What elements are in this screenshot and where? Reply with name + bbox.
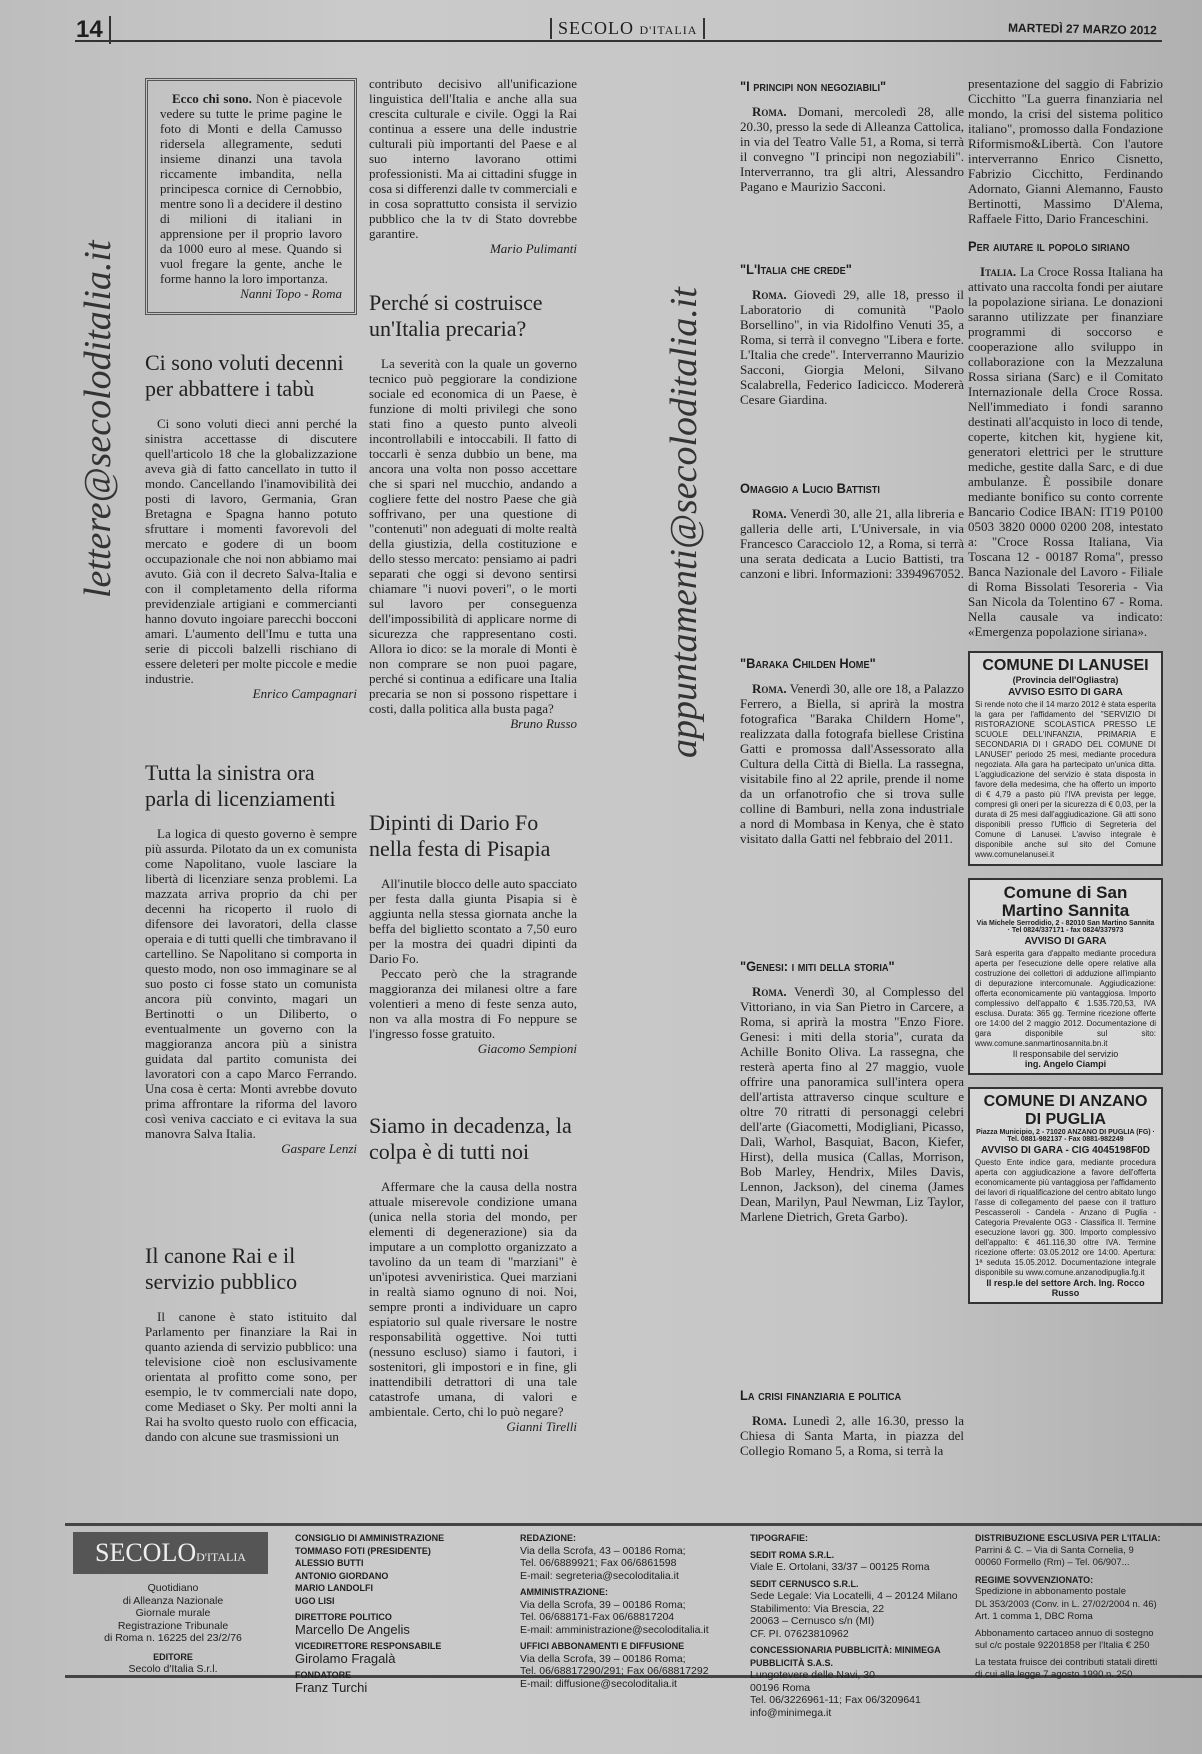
article-text: La logica di questo governo è sempre più assurda. Pilotato da un ex comunista come Napolitano, vuole lasciare la libertà di licenziare senza problemi. La mazzata arriva proprio da chi per decenni ha ricoperto il ruolo di difensore dei lavoratori, della classe operaia e di tutti quelli che timbravano il cartellino. Se Napolitano si comporta in questo modo, non oso immaginare se al suo posto ci fosse stato un comunista ancora più convinto, magari un Bertinotti o un Diliberto, o eventualmente un governo con la maggioranza ancora più a sinistra guidata dal partito comunista dei lavoratori con a capo Marco Ferrando. Una cosa è certa: Monti avrebbe dovuto prima affrontare la riforma del lavoro così veniva cacciato e ci evitava la sua manovra Salva Italia.: [145, 826, 357, 1141]
event-item: [740, 655, 964, 846]
event-item: [740, 480, 964, 581]
colophon-info-line: Quotidiano: [147, 1582, 199, 1594]
event-item: [968, 238, 1163, 639]
letter-lead: Ecco chi sono.: [172, 91, 252, 106]
letters-section-label: lettere@secoloditalia.it: [77, 240, 119, 598]
colophon-line: sul c/c postale 92201858 per l'Italia € 250: [975, 1640, 1150, 1651]
colophon-line: Viale E. Ortolani, 33/37 – 00125 Roma: [750, 1561, 930, 1573]
colophon-section-label: REDAZIONE:: [520, 1533, 576, 1543]
letter-article: [369, 1113, 577, 1435]
ad-subtitle: Via Michele Serrodidio, 2 - 82010 San Martino Sannita · Tel 0824/337171 - fax 0824/337973: [976, 920, 1155, 934]
colophon-section-label: AMMINISTRAZIONE:: [520, 1587, 608, 1597]
event-title: "Genesi: i miti della storia": [740, 958, 895, 974]
article-text: contributo decisivo all'unificazione linguistica dell'Italia e anche alla sua crescita culturale e civile. Oggi la Rai continua a essere una delle industrie culturali più importanti del Paese e al suo interno lavorano ottimi professionisti. Ma ai cittadini sfugge in cosa si differenzi dalle tv commerciali e in cosa soprattutto consista il servizio pubblico che la tv di Stato dovrebbe garantire.: [369, 76, 577, 241]
director: Marcello De Angelis: [295, 1621, 410, 1637]
ad-title: Comune di San Martino Sannita: [1001, 883, 1130, 920]
colophon-line: 20063 – Cernusco s/n (MI): [750, 1615, 875, 1627]
event-city: Roma.: [752, 984, 787, 999]
colophon-line: Tel. 06/6889921; Fax 06/6861598: [520, 1557, 677, 1569]
ad-comune-anzano: [968, 1087, 1163, 1304]
colophon-line: di cui alla legge 7 agosto 1990 n. 250: [975, 1669, 1133, 1680]
masthead: [550, 18, 705, 39]
board-member: MARIO LANDOLFI: [295, 1583, 373, 1593]
colophon-line: La testata fruisce dei contributi statali diretti: [975, 1656, 1158, 1668]
colophon-info-line: di Roma n. 16225 del 23/2/76: [104, 1632, 242, 1644]
article-headline: Tutta la sinistra ora parla di licenziamenti: [145, 760, 336, 811]
colophon-offices: [520, 1532, 750, 1694]
event-text: presentazione del saggio di Fabrizio Cicchitto "La guerra finanziaria nel mondo, la crisi del sistema politico italiano", promosso dalla Fondazione Riformismo&Libertà. Con l'autore interverranno Enrico Cisnetto, Fabrizio Cicchitto, Ferdinando Adornato, Gianni Alemanno, Fausto Bertinotti, Massimo D'Alema, Raffaele Fitto, Dario Franceschini.: [968, 76, 1163, 226]
publisher-label: EDITORE: [153, 1651, 193, 1662]
colophon-line: 00196 Roma: [750, 1681, 811, 1694]
ad-text: Questo Ente indice gara, mediante procedura aperta con aggiudicazione a favore dell'offerta economicamente più vantaggiosa per l'affidamento dei lavori di riqualificazione del centro abitato lungo l'asse di collegamento del paese con il tratturo Pescasseroli - Candela - Anzano di Puglia - Categoria Prevalente OG3 - Classifica II. Termine esecuzione lavori gg. 300. Importo complessivo dell'appalto: € 461.116,30 oltre IVA. Termine ricezione offerte: 03.05.2012 ore 14:00. Apertura: 1ª seduta 15.05.2012. Documentazione integrale disponibile su www.comune.anzanodipuglia.fg.it: [975, 1158, 1156, 1277]
article-text: Peccato però che la stragrande maggioranza dei milanesi oltre a fare volentieri a meno di feste senza auto, non va alla mostra di Fo neppure se l'ingresso fosse gratuito.: [369, 966, 577, 1041]
colophon-line: Sede Legale: Via Locatelli, 4 – 20124 Milano: [750, 1590, 958, 1602]
event-item: [740, 261, 964, 407]
colophon-section-label: DISTRIBUZIONE ESCLUSIVA PER L'ITALIA:: [975, 1533, 1161, 1543]
event-title: Per aiutare il popolo siriano: [968, 238, 1130, 254]
events-section-label: appuntamenti@secoloditalia.it: [663, 287, 705, 758]
article-signature: Giacomo Sempioni: [477, 1041, 577, 1056]
logo: SECOLOD'ITALIA: [73, 1532, 268, 1574]
event-title: "Baraka Childen Home": [740, 655, 876, 671]
vice-director: Girolamo Fragalà: [295, 1650, 396, 1666]
colophon-line: Via della Scrofa, 39 – 00186 Roma;: [520, 1598, 686, 1611]
event-city: Roma.: [752, 681, 787, 696]
article-headline: Dipinti di Dario Fo nella festa di Pisapia: [369, 810, 551, 861]
ad-signer: ing. Angelo Ciampi: [1024, 1059, 1107, 1069]
column-4: [968, 76, 1163, 1304]
ad-comune-san-martino: [968, 878, 1163, 1075]
board-member: ALESSIO BUTTI: [295, 1558, 364, 1568]
event-city: Roma.: [752, 506, 787, 521]
colophon-line: E-mail: amministrazione@secoloditalia.it: [520, 1623, 709, 1636]
letter-article-continued: [369, 76, 577, 257]
colophon-line: Via della Scrofa, 39 – 00186 Roma;: [520, 1652, 686, 1665]
masthead-title: SECOLO: [558, 18, 635, 38]
publisher: Secolo d'Italia S.r.l.: [128, 1663, 218, 1675]
letter-article: [369, 290, 577, 732]
article-text: Ci sono voluti dieci anni perché la sinistra accettasse di discutere quell'articolo 18 che la globalizzazione aveva già di fatto cancellato in tutto il mondo. Cancellando l'inamovibilità dei posti di lavoro, Germania, Gran Bretagna e Spagna hanno potuto sfruttare i momenti favorevoli del mercato e godere di un boom occupazionale che noi non abbiamo mai avuto. Già con il decreto Salva-Italia e con il completamento della riforma previdenziale artigiani e commercianti hanno dovuto ingoiare parecchi bocconi amari. L'aumento dell'Imu e tutta una serie di piccoli balzelli rischiano di essere deleteri per molte piccole e medie industrie.: [145, 416, 357, 686]
page-number: 14: [76, 16, 111, 44]
event-title: La crisi finanziaria e politica: [740, 1387, 902, 1403]
letter-article: [145, 1243, 357, 1444]
colophon-line: Tel. 06/688171-Fax 06/68817204: [520, 1611, 675, 1623]
ad-text: Si rende noto che il 14 marzo 2012 è stata esperita la gara per l'affidamento del "SERVIZIO DI RISTORAZIONE SCOLASTICA PRESSO LE SCUOLE DELL'INFANZIA, PRIMARIA E SECONDARIA DI I GRADO DEL COMUNE DI LANUSEI" periodo 25 mesi, mediante procedura negoziata. Alla gara ha partecipato un'unica ditta. L'aggiudicazione del servizio è stata disposta in favore della medesima, che ha offerto un importo di € 4,79 a pasto più l'IVA prevista per legge, compresi gli oneri per la sicurezza di € 0,03, per la durata di 25 mesi dall'aggiudicazione. Gli atti sono disponibili presso l'Ufficio di Segreteria del Comune di Lanusei. L'avviso integrale è disponibile anche sul sito del Comune www.comunelanusei.it: [975, 700, 1156, 859]
event-city: Roma.: [752, 104, 787, 119]
event-city: Roma.: [752, 1413, 787, 1428]
event-title: "I principi non negoziabili": [740, 78, 887, 94]
colophon-line: DL 353/2003 (Conv. in L. 27/02/2004 n. 46): [975, 1598, 1157, 1610]
colophon-distribution: [975, 1532, 1202, 1686]
article-signature: Gaspare Lenzi: [281, 1141, 357, 1156]
article-text: Il canone è stato istituito dal Parlamento per finanziare la Rai in quanto azienda di servizio pubblico: una televisione cioè non esclusivamente orientata al profitto come sono, per esempio, le tv commerciali nate dopo, come Mediaset o Sky. Per molti anni la Rai ha svolto questo ruolo con efficacia, dando con alcune sue trasmissioni un: [145, 1309, 357, 1444]
event-text: La Croce Rossa Italiana ha attivato una raccolta fondi per aiutare la popolazione siriana. Le donazioni saranno utilizzate per finanziare programmi di soccorso e cooperazione allo sviluppo in collaborazione con la Mezzaluna Rossa siriana (Sarc) e il Comitato Internazionale della Croce Rossa. Nell'immediato i fondi saranno destinati all'acquisto in loco di tende, coperte, kitchen kit, hygiene kit, generatori elettrici per le strutture mediche, gestite dalla Sarc, e di due ambulanze. È possibile donare mediante bonifico su conto corrente Bancario Codice IBAN: IT19 P0100 0503 3820 0000 0200 208, intestato a: "Croce Rossa Italiana, Via Toscana 12 - 00187 Roma", presso Banca Nazionale del Lavoro - Filiale di Roma Bissolati Tesoreria - Via San Nicola da Tolentino 67 - Roma. Nella causale va indicato: «Emergenza popolazione siriana».: [968, 264, 1164, 639]
ad-signer: Il resp.le del settore Arch. Ing. Rocco Russo: [986, 1278, 1145, 1298]
event-text: Giovedì 29, alle 18, presso il Laboratorio di comunità "Paolo Borsellino", in via Ridolfino Venuti 35, a Roma, si terrà il convegno "Libera e forte. L'Italia che crede". Interverranno Maurizio Sacconi, Giorgia Meloni, Silvano Scalabrella, Federico Iadicicco. Modererà Cesare Giardina.: [740, 287, 964, 407]
letter-article: [369, 810, 577, 1057]
board-member: TOMMASO FOTI (PRESIDENTE): [295, 1545, 431, 1556]
event-title: "L'Italia che crede": [740, 261, 852, 277]
event-text: Venerdì 30, alle 21, alla libreria e galleria delle arti, L'Universale, in via Francesco Caracciolo 12, a Roma, si terrà una serata dedicata a Lucio Battisti, tra canzoni e libri. Informazioni: 3394967052.: [740, 506, 964, 581]
colophon-line: CF. PI. 07623810962: [750, 1627, 849, 1640]
event-text: Venerdì 30, al Complesso del Vittoriano, in via San Pietro in Carcere, a Roma, si aprirà la mostra "Enzo Fiore. Genesi: i miti della storia", curata da Achille Bonito Oliva. La rassegna, che resterà aperta fino al 27 maggio, vuole offrire una panoramica sull'intera opera dell'artista attraverso cinque sculture e oltre 70 ritratti di personaggi celebri dell'arte (Giacometti, Modigliani, Picasso, Dalì, Warhol, Basquiat, Bacon, Kiefer, Hirst), della musica (Callas, Morrison, Bob Marley, Hendrix, Miles Davis, Lennon, Jackson), del cinema (James Dean, Marilyn, Paul Newman, Liz Taylor, Marlene Dietrich, Greta Garbo).: [740, 984, 964, 1224]
event-city: Roma.: [752, 287, 787, 302]
colophon-line: E-mail: diffusione@secoloditalia.it: [520, 1677, 677, 1690]
letter-signature: Nanni Topo - Roma: [240, 286, 342, 301]
colophon-line: info@minimega.it: [750, 1706, 832, 1719]
event-title: Omaggio a Lucio Battisti: [740, 480, 880, 496]
colophon-line: 00060 Formello (Rm) – Tel. 06/907...: [975, 1557, 1130, 1568]
colophon-section-label: CONCESSIONARIA PUBBLICITÀ: MINIMEGA PUBBLICITÀ S.A.S.: [750, 1645, 941, 1668]
ad-title: COMUNE DI LANUSEI: [982, 657, 1149, 674]
article-text: La severità con la quale un governo tecnico può peggiorare la condizione sociale ed economica di un Paese, è funzione di molti privilegi che sono stati fino a questo punto alveoli incontrollabili e intoccabili. Il fatto di toccarli è senza dubbio un bene, ma ancora una volta non posso accettare che si spari nel mucchio, andando a cogliere fette del nostro Paese che già soffrivano, per una questione di "contenuti" non adeguati di molte realtà della giustizia, della costituzione e dello stesso mercato: pensiamo ai padri separati che oggi si devono sentirsi chiamare "i nuovi poveri", o le morti sul lavoro per conseguenza dell'impossibilità di applicare norme di sicurezza che rappresentano costi. Allora io dico: se la morale di Monti è non comprare se non puoi pagare, perché si continua a edificare una Italia precaria se non si possono rispettare i costi, dalla politica alla busta paga?: [369, 356, 577, 716]
ad-subtitle: Piazza Municipio, 2 - 71020 ANZANO DI PUGLIA (FG) · Tel. 0881-982137 - Fax 0881-982249: [976, 1129, 1155, 1143]
colophon-staff: [295, 1532, 515, 1694]
event-city: Italia.: [980, 264, 1017, 279]
ad-signer-role: Il responsabile del servizio: [1012, 1049, 1119, 1059]
event-text: Venerdì 30, alle ore 18, a Palazzo Ferrero, a Biella, si aprirà la mostra fotografica "Baraka Childern Home", realizzata dalla fotografa biellese Cristina Gatti e promossa dall'Assessorato alla Cultura della Città di Biella. La rassegna, visitabile fino al 22 aprile, prende il nome da un orfanotrofio che si trova sulle colline di Bamburi, nella zona industriale a nord di Mombasa in Kenya, che è stato visitato dalla Gatti nel febbraio del 2011.: [740, 681, 965, 846]
ad-comune-lanusei: [968, 651, 1163, 866]
colophon: [65, 1523, 1202, 1719]
colophon-section-label: UFFICI ABBONAMENTI E DIFFUSIONE: [520, 1641, 685, 1651]
event-text: Lunedì 2, alle 16.30, presso la Chiesa di Santa Marta, in piazza del Collegio Romano 5, a Roma, si terrà la: [740, 1413, 965, 1458]
issue-date: MARTEDÌ 27 MARZO 2012: [1008, 20, 1158, 38]
colophon-line: E-mail: segreteria@secoloditalia.it: [520, 1569, 679, 1582]
article-text: Affermare che la causa della nostra attuale miserevole condizione umana (unica nella storia del mondo, per elementi di degenerazione) sia da imputare a un complotto organizzato a tavolino da un team di "marziani" è un'ipotesi avveniristica. Quei marziani in realtà siamo ognuno di noi. Noi, sempre pronti a individuare un capro espiatorio sul quale riversare le nostre responsabilità oggettive. Noi tutti (nessuno escluso) siamo i fautori, i sostenitori, gli impostori e in fine, gli inattendibili detrattori di una tale catastrofe umana, di valori e ambientale. Certo, chi lo può negare?: [369, 1179, 577, 1419]
article-headline: Il canone Rai e il servizio pubblico: [145, 1243, 298, 1294]
colophon-line: Abbonamento cartaceo annuo di sostegno: [975, 1627, 1154, 1639]
colophon-info-line: Registrazione Tribunale: [117, 1619, 229, 1632]
letter-box: [145, 78, 357, 315]
article-signature: Mario Pulimanti: [489, 241, 577, 256]
ad-text: Sarà esperita gara d'appalto mediante procedura aperta per l'esecuzione delle opere relative alla costruzione dei collettori di adduzione all'impianto di depurazione intercomunale. Aggiudicazione: offerta economicamente più vantaggiosa. Importo complessivo dell'appalto € 1.535.720,53, IVA esclusa. Durata: 365 gg. Termine ricezione offerte ore 14:00 del 2 maggio 2012. Documentazione di gara disponibile sul sito: www.comune.sanmartinosannita.bn.it: [975, 949, 1156, 1048]
event-item: [740, 78, 964, 194]
colophon-printers: [750, 1532, 975, 1723]
header-rule: [75, 40, 1162, 42]
board-list: [295, 1545, 515, 1608]
article-signature: Bruno Russo: [510, 716, 577, 731]
masthead-sub: D'ITALIA: [639, 23, 698, 37]
letter-article: [145, 760, 357, 1157]
event-continued: [968, 76, 1163, 226]
colophon-line: Spedizione in abbonamento postale: [975, 1586, 1127, 1597]
ad-title: COMUNE DI ANZANO DI PUGLIA: [983, 1093, 1148, 1128]
colophon-line: Tel. 06/3226961-11; Fax 06/3209641: [750, 1694, 921, 1706]
ad-notice: AVVISO DI GARA: [1024, 936, 1107, 947]
letter-text: Non è piacevole vedere su tutte le prime pagine le foto di Monti e della Camusso ridersela allegramente, seduti insieme dinanzi una tavola riccamente imbandita, nella principesca cornice di Cernobbio, mentre sono lì a decidere il destino di milioni di italiani in apprensione per il proprio lavoro da 1000 euro al mese. Quando si vuol fregare la gente, anche le forme hanno la loro importanza.: [160, 91, 342, 286]
board-member: ANTONIO GIORDANO: [295, 1570, 389, 1581]
colophon-section-label: REGIME SOVVENZIONATO:: [975, 1574, 1094, 1585]
colophon-section-label: SEDIT CERNUSCO S.R.L.: [750, 1578, 859, 1589]
ad-notice: AVVISO DI GARA - CIG 4045198F0D: [981, 1145, 1150, 1156]
ad-notice: AVVISO ESITO DI GARA: [1008, 687, 1123, 698]
director-label: DIRETTORE POLITICO: [295, 1612, 392, 1622]
article-headline: Perché si costruisce un'Italia precaria?: [369, 290, 543, 341]
colophon-section-label: TIPOGRAFIE:: [750, 1533, 808, 1543]
founder-label: FONDATORE: [295, 1670, 352, 1680]
colophon-logo-block: [73, 1532, 273, 1676]
board-label: CONSIGLIO DI AMMINISTRAZIONE: [295, 1533, 445, 1543]
colophon-line: Via della Scrofa, 43 – 00186 Roma;: [520, 1544, 686, 1557]
colophon-info-line: di Alleanza Nazionale: [122, 1594, 224, 1607]
colophon-info-line: Giornale murale: [135, 1607, 211, 1619]
board-member: UGO LISI: [295, 1595, 335, 1606]
colophon-line: Stabilimento: Via Brescia, 22: [750, 1602, 885, 1615]
colophon-line: Art. 1 comma 1, DBC Roma: [975, 1611, 1093, 1622]
event-item: [740, 958, 964, 1224]
founder: Franz Turchi: [295, 1679, 368, 1695]
article-headline: Siamo in decadenza, la colpa è di tutti noi: [369, 1113, 572, 1164]
colophon-line: Parrini & C. – Via di Santa Cornelia, 9: [975, 1544, 1134, 1556]
colophon-line: Tel. 06/68817290/291; Fax 06/68817292: [520, 1665, 709, 1677]
event-item: [740, 1387, 964, 1458]
article-signature: Enrico Campagnari: [252, 686, 357, 701]
article-signature: Gianni Tirelli: [506, 1419, 577, 1434]
ad-subtitle: (Provincia dell'Ogliastra): [1012, 675, 1119, 685]
article-text: All'inutile blocco delle auto spacciato per festa dalla giunta Pisapia si è aggiunta nella stessa giornata anche la beffa del biglietto scontato a 7,50 euro per la mostra dei quadri dipinti da Dario Fo.: [369, 876, 577, 966]
vice-label: VICEDIRETTORE RESPONSABILE: [295, 1641, 442, 1651]
event-text: Domani, mercoledì 28, alle 20.30, presso la sede di Alleanza Cattolica, in via del Teatro Valle 51, a Roma, si terrà il convegno "I principi non negoziabili". Interverranno, tra gli altri, Alessandro Pagano e Maurizio Sacconi.: [740, 104, 964, 194]
letter-article: [145, 350, 357, 702]
article-headline: Ci sono voluti decenni per abbattere i tabù: [145, 350, 344, 401]
colophon-info: [73, 1582, 273, 1645]
colophon-section-label: SEDIT ROMA S.R.L.: [750, 1549, 835, 1560]
letter-boxed: [145, 78, 357, 315]
colophon-line: Lungotevere delle Navi, 30: [750, 1669, 875, 1681]
